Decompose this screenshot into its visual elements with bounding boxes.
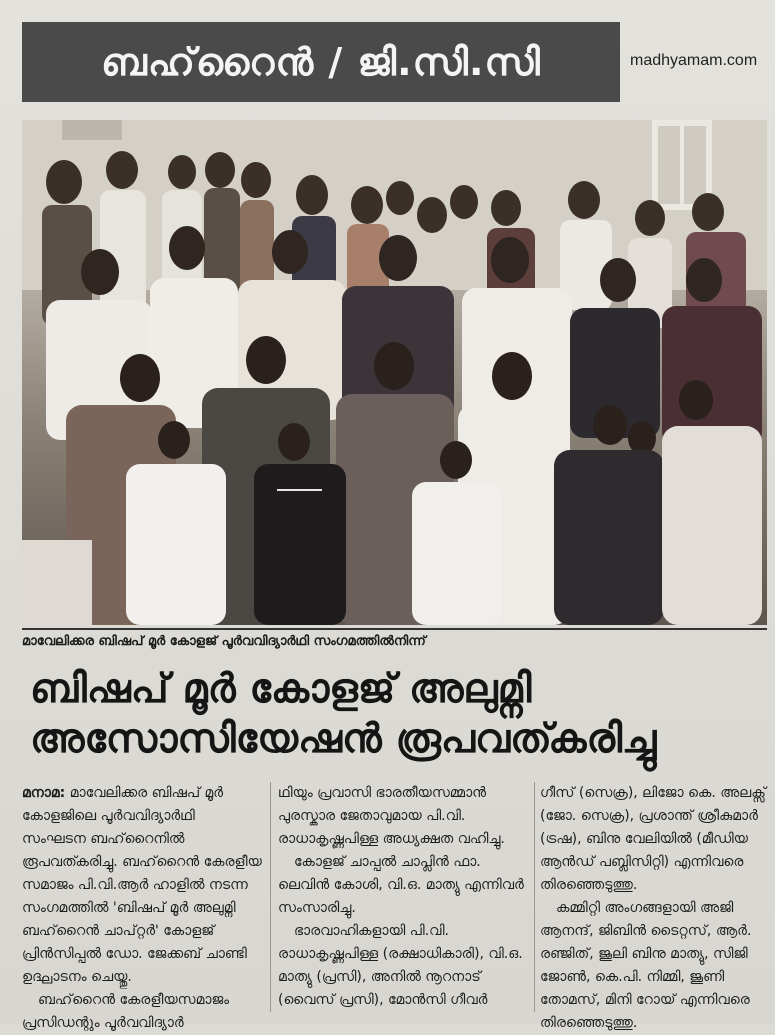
column-2-paragraph-3: ഭാരവാഹികളായി പി.വി. രാധാകൃഷ്ണപിള്ള (രക്ഷാധികാരി), വി.ഒ. മാത്യു (പ്രസി), അനിൽ നൂറനാട് (വൈസ് പ്രസി), മോൻസി ഗീവർ [278, 923, 523, 1008]
column-rule-2 [534, 782, 535, 1012]
section-title: ബഹ്‌റൈൻ / ജി.സി.സി [101, 39, 541, 84]
headline-line-1: ബിഷപ് മൂർ കോളജ് അലുമ്നി [30, 666, 532, 712]
article-column-3 [540, 782, 768, 1031]
headline-line-2: അസോസിയേഷൻ രൂപവത്കരിച്ചു [30, 716, 657, 762]
photo-caption: മാവേലിക്കര ബിഷപ് മൂർ കോളജ് പൂർവവിദ്യാർഥി സംഗമത്തിൽനിന്ന് [22, 634, 426, 649]
column-rule-1 [270, 782, 271, 1012]
article-dateline: മനാമ: [22, 785, 66, 801]
article-column-1 [22, 782, 262, 1031]
site-name: madhyamam.com [630, 52, 758, 69]
column-2-paragraph-1: ഥിയും പ്രവാസി ഭാരതീയസമ്മാൻ പുരസ്കാര ജേതാവുമായ പി.വി. രാധാകൃഷ്ണപിള്ള അധ്യക്ഷത വഹിച്ചു. [278, 785, 505, 847]
column-3-paragraph-2: കമ്മിറ്റി അംഗങ്ങളായി അജി ആനന്ദ്, ജിബിൻ ടൈറ്റസ്, ആർ. രഞ്ജിത്, ജൂലി ബിനു മാത്യു, സിജി ജോൺ, കെ.പി. നിമ്മി, ജൂണി തോമസ്, മിനി റോയ് എന്നിവരെ തിരഞ്ഞെടുത്തു. [540, 900, 752, 1031]
group-photo-illustration [22, 120, 767, 625]
column-2-paragraph-2: കോളജ് ചാപ്പൽ ചാപ്ലിൻ ഫാ. ലെവിൻ കോശി, വി.ഒ. മാത്യു എന്നിവർ സംസാരിച്ചു. [278, 854, 524, 916]
article-headline [30, 664, 750, 764]
column-1-paragraph-2: ബഹ്‌റൈൻ കേരളീയസമാജം പ്രസിഡന്റും പൂർവവിദ്യാർ [22, 992, 230, 1031]
column-3-paragraph-1: ഗീസ് (സെക്ര), ലിജോ കെ. അലക്സ് (ജോ. സെക്ര), പ്രശാന്ത് ശ്രീകുമാർ (ട്രഷ), ബിനു വേലിയിൽ (മീഡിയ ആൻഡ് പബ്ലിസിറ്റി) എന്നിവരെ തിരഞ്ഞെടുത്തു. [540, 785, 766, 893]
group-photo [22, 120, 767, 625]
section-header-band [22, 22, 620, 102]
column-1-paragraph-1: മാവേലിക്കര ബിഷപ് മൂർ കോളജിലെ പൂർവവിദ്യാർഥി സംഘടന ബഹ്‌റൈനിൽ രൂപവത്കരിച്ചു. ബഹ്‌റൈൻ കേരളീയ സമാജം പി.വി.ആർ ഹാളിൽ നടന്ന സംഗമത്തിൽ 'ബിഷപ് മൂർ അലുമ്നി ബഹ്‌റൈൻ ചാപ്റ്റർ' കോളജ് പ്രിൻസിപ്പൽ ഡോ. ജേക്കബ് ചാണ്ടി ഉദ്ഘാടനം ചെയ്തു. [22, 785, 262, 985]
caption-divider [22, 628, 767, 630]
article-column-2 [278, 782, 528, 1012]
